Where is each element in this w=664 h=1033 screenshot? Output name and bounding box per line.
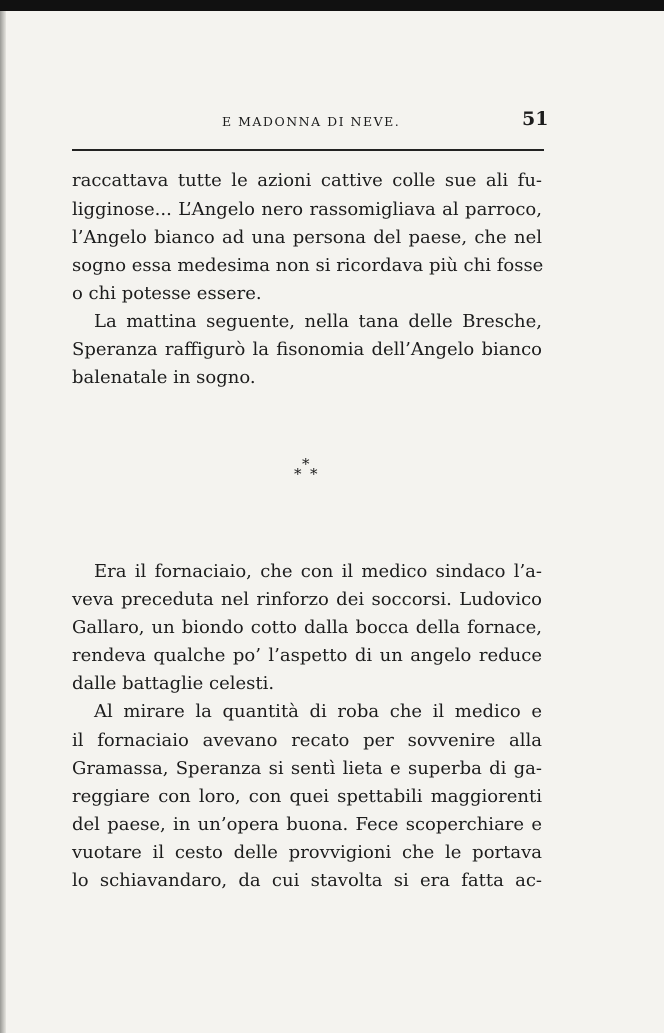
text-line: La mattina seguente, nella tana delle Bresche, bbox=[94, 311, 542, 332]
text-line: balenatale in sogno. bbox=[72, 367, 256, 388]
page-top-shadow bbox=[0, 0, 664, 11]
asterism-star: * bbox=[302, 455, 310, 473]
section-break-asterism bbox=[292, 455, 320, 486]
running-head: E MADONNA DI NEVE. bbox=[222, 114, 401, 129]
text-line: raccattava tutte le azioni cattive colle sue ali fu- bbox=[72, 170, 542, 191]
text-line: Era il fornaciaio, che con il medico sindaco l’a- bbox=[94, 561, 542, 582]
text-line: Gallaro, un biondo cotto dalla bocca della fornace, bbox=[72, 617, 542, 638]
text-line: Al mirare la quantità di roba che il medico e bbox=[94, 701, 542, 722]
text-line: o chi potesse essere. bbox=[72, 283, 262, 304]
text-line: lo schiavandaro, da cui stavolta si era fatta ac- bbox=[72, 870, 542, 891]
asterism-star: * bbox=[310, 465, 318, 483]
text-line: vuotare il cesto delle provvigioni che le portava bbox=[72, 842, 542, 863]
text-line: del paese, in un’opera buona. Fece scoperchiare e bbox=[72, 814, 542, 835]
text-line: rendeva qualche po’ l’aspetto di un angelo reduce bbox=[72, 645, 542, 666]
text-line: Speranza raffigurò la fisonomia dell’Angelo bianco bbox=[72, 339, 542, 360]
text-line: reggiare con loro, con quei spettabili maggiorenti bbox=[72, 786, 542, 807]
text-line: veva preceduta nel rinforzo dei soccorsi. Ludovico bbox=[72, 589, 542, 610]
text-line: sogno essa medesima non si ricordava più chi fosse bbox=[72, 255, 544, 276]
header-rule bbox=[72, 149, 544, 151]
asterism-star: * bbox=[294, 465, 302, 483]
text-line: ligginose... L’Angelo nero rassomigliava al parroco, bbox=[72, 199, 542, 220]
text-line: Gramassa, Speranza si sentì lieta e superba di ga- bbox=[72, 758, 542, 779]
text-line: il fornaciaio avevano recato per sovvenire alla bbox=[72, 730, 542, 751]
page-number: 51 bbox=[522, 108, 549, 130]
text-line: dalle battaglie celesti. bbox=[72, 673, 275, 694]
text-line: l’Angelo bianco ad una persona del paese, che nel bbox=[72, 227, 542, 248]
page-binding-edge bbox=[0, 11, 6, 1033]
